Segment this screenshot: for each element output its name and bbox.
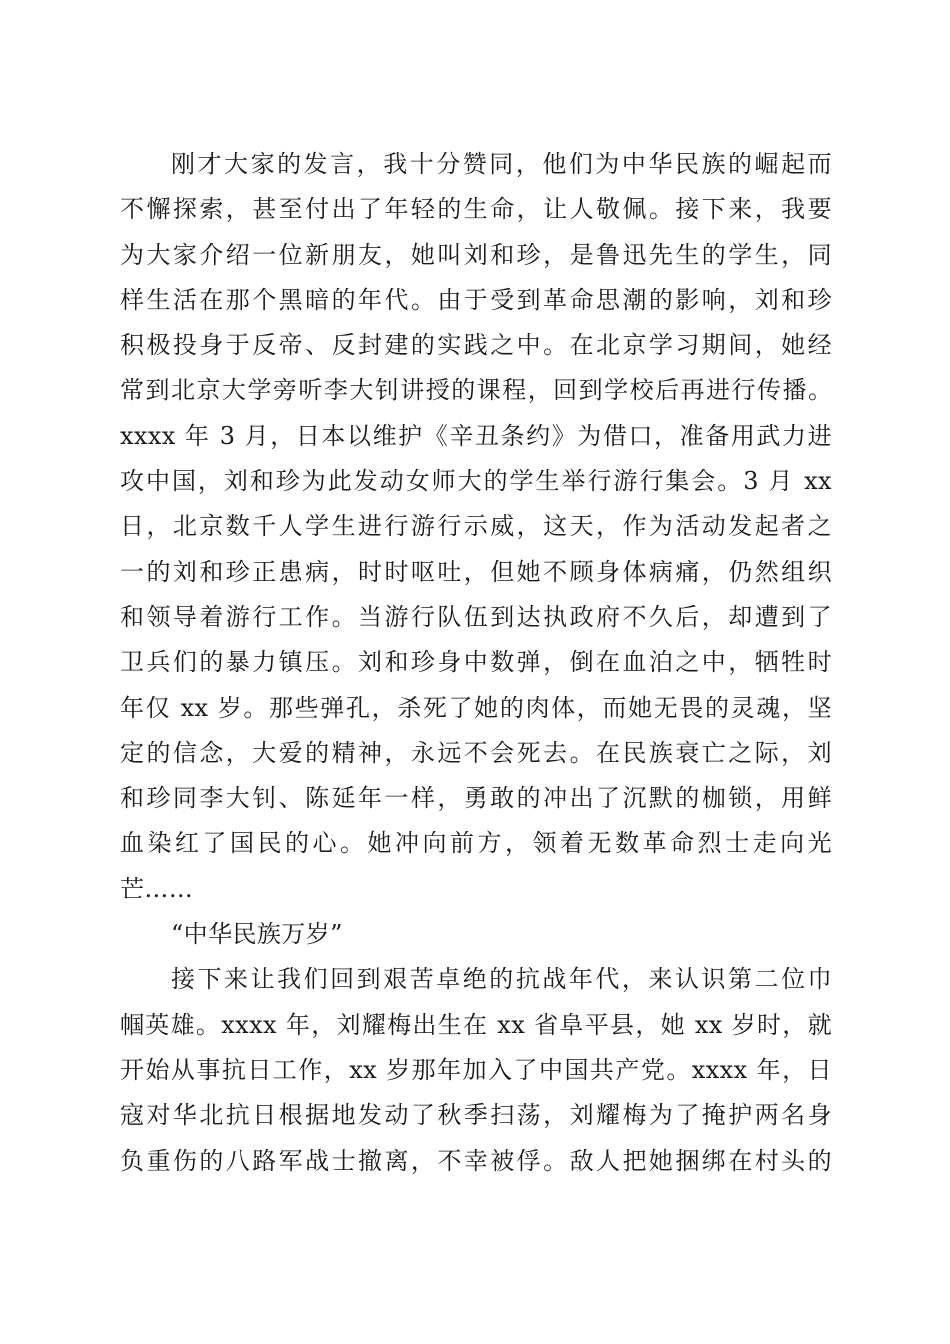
text-line: 年仅 xx 岁。那些弹孔，杀死了她的肉体，而她无畏的灵魂，坚 <box>120 693 832 722</box>
text-line: 样生活在那个黑暗的年代。由于受到革命思潮的影响，刘和珍 <box>120 285 832 314</box>
text-line: 积极投身于反帝、反封建的实践之中。在北京学习期间，她经 <box>120 331 832 360</box>
text-line: 接下来让我们回到艰苦卓绝的抗战年代，来认识第二位巾 <box>171 965 832 994</box>
text-line: 卫兵们的暴力镇压。刘和珍身中数弹，倒在血泊之中，牺牲时 <box>120 648 832 677</box>
text-line: 血染红了国民的心。她冲向前方，领着无数革命烈士走向光 <box>120 829 832 858</box>
text-line: 芒…… <box>120 874 194 903</box>
paragraph-1 <box>120 142 832 912</box>
text-line: 日，北京数千人学生进行游行示威，这天，作为活动发起者之 <box>120 512 832 541</box>
text-line: 一的刘和珍正患病，时时呕吐，但她不顾身体病痛，仍然组织 <box>120 557 832 586</box>
paragraph-3 <box>120 957 832 1183</box>
text-line: 刚才大家的发言，我十分赞同，他们为中华民族的崛起而 <box>171 150 832 178</box>
text-line: 负重伤的八路军战士撤离，不幸被俘。敌人把她捆绑在村头的 <box>120 1146 832 1175</box>
paragraph-2-quote <box>120 912 832 957</box>
document-body <box>120 142 832 1184</box>
text-line: 定的信念，大爱的精神，永远不会死去。在民族衰亡之际，刘 <box>120 738 832 767</box>
text-line: 和领导着游行工作。当游行队伍到达执政府不久后，却遭到了 <box>120 602 832 631</box>
text-line: 不懈探索，甚至付出了年轻的生命，让人敬佩。接下来，我要 <box>120 195 832 224</box>
text-line: 常到北京大学旁听李大钊讲授的课程，回到学校后再进行传播。 <box>120 376 832 405</box>
text-line: 开始从事抗日工作，xx 岁那年加入了中国共产党。xxxx 年，日 <box>120 1055 832 1084</box>
text-line: 寇对华北抗日根据地发动了秋季扫荡，刘耀梅为了掩护两名身 <box>120 1101 832 1130</box>
text-line: 为大家介绍一位新朋友，她叫刘和珍，是鲁迅先生的学生，同 <box>120 240 832 269</box>
text-line: 攻中国，刘和珍为此发动女师大的学生举行游行集会。3 月 xx <box>120 467 832 496</box>
text-line: 帼英雄。xxxx 年，刘耀梅出生在 xx 省阜平县，她 xx 岁时，就 <box>120 1010 832 1039</box>
text-line: 和珍同李大钊、陈延年一样，勇敢的冲出了沉默的枷锁，用鲜 <box>120 784 832 813</box>
text-line: “中华民族万岁” <box>171 920 343 949</box>
text-line: xxxx 年 3 月，日本以维护《辛丑条约》为借口，准备用武力进 <box>120 421 832 450</box>
